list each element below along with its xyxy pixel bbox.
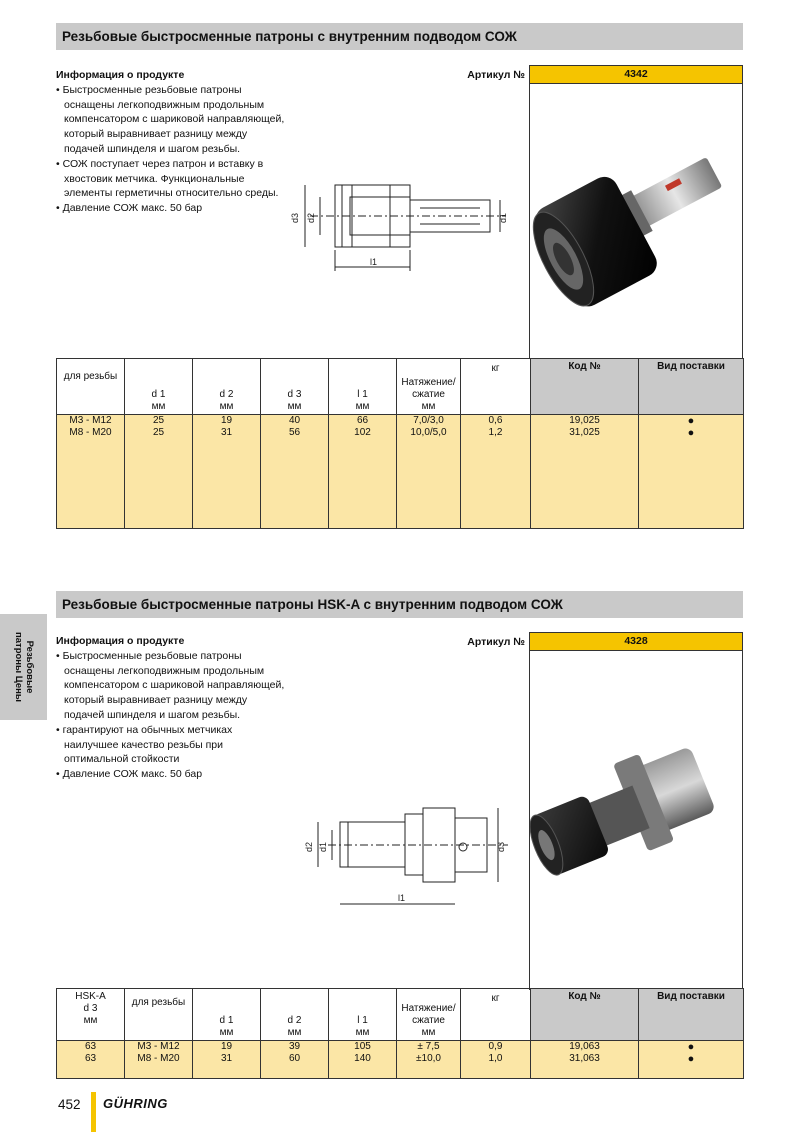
- dim-d1: d1: [498, 212, 508, 223]
- product-photo-frame: [529, 84, 743, 358]
- section-2-title: Резьбовые быстросменные патроны HSK-A с внутренним подводом СОЖ: [56, 591, 743, 618]
- cell-delivery: ● ●: [639, 1041, 744, 1079]
- info-bullet: • СОЖ поступает через патрон и вставку в хвостовик метчика. Функциональные элементы герметичны относительно среды.: [56, 157, 279, 200]
- page-number: 452: [58, 1097, 81, 1112]
- info-bullet: • Давление СОЖ макс. 50 бар: [56, 202, 203, 215]
- cell-kg: 0,6 1,2: [461, 415, 531, 453]
- product-photo-threaded-chuck: [530, 84, 742, 358]
- article-number: 4342: [529, 65, 743, 84]
- dim-d1: d1: [318, 841, 328, 852]
- col-header-thread: для резьбы: [57, 359, 125, 415]
- table-row-empty: [57, 453, 744, 491]
- cell-code: 19,025 31,025: [531, 415, 639, 453]
- col-header-l1: l 1 мм: [329, 359, 397, 415]
- cell-d2: 19 31: [193, 415, 261, 453]
- col-header-tension: Натяжение/ сжатие мм: [397, 359, 461, 415]
- col-header-d2: d 2 мм: [261, 989, 329, 1041]
- col-header-kg: кг: [461, 359, 531, 415]
- cell-delivery: ● ●: [639, 415, 744, 453]
- col-header-d1: d 1 мм: [125, 359, 193, 415]
- table-row-empty: [57, 491, 744, 529]
- col-header-delivery: Вид поставки: [639, 359, 744, 415]
- article-label: Артикул №: [467, 636, 525, 648]
- dim-l1: l1: [398, 893, 406, 903]
- article-label: Артикул №: [467, 69, 525, 81]
- cell-d1: 19 31: [193, 1041, 261, 1079]
- product-photo-hsk-chuck: [530, 651, 742, 990]
- cell-code: 19,063 31,063: [531, 1041, 639, 1079]
- cell-kg: 0,9 1,0: [461, 1041, 531, 1079]
- table-row: [57, 1041, 744, 1079]
- side-tab-label: Резьбовые патроны Цены: [12, 632, 35, 702]
- cell-hsk: 63 63: [57, 1041, 125, 1079]
- section-1-product-info: [56, 68, 286, 216]
- brand-logo: GÜHRING: [103, 1096, 168, 1111]
- col-header-thread: для резьбы: [125, 989, 193, 1041]
- col-header-code: Код №: [531, 989, 639, 1041]
- col-header-code: Код №: [531, 359, 639, 415]
- info-bullet: • гарантируют на обычных метчиках наилучшее качество резьбы при оптимальной стойкости: [56, 723, 233, 766]
- col-header-d1: d 1 мм: [193, 989, 261, 1041]
- col-header-hsk: HSK-A d 3 мм: [57, 989, 125, 1041]
- footer-accent-bar: [91, 1092, 96, 1132]
- cell-d2: 39 60: [261, 1041, 329, 1079]
- section-1-title: Резьбовые быстросменные патроны с внутренним подводом СОЖ: [56, 23, 743, 50]
- cell-tension: 7,0/3,0 10,0/5,0: [397, 415, 461, 453]
- cell-thread: M3 - M12 M8 - M20: [125, 1041, 193, 1079]
- info-bullet: • Давление СОЖ макс. 50 бар: [56, 768, 203, 781]
- col-header-l1: l 1 мм: [329, 989, 397, 1041]
- spec-table-2: [56, 988, 744, 1079]
- dim-d2: d2: [304, 841, 314, 852]
- dim-d3: d3: [496, 841, 506, 852]
- article-number: 4328: [529, 632, 743, 651]
- cell-thread: M3 - M12 M8 - M20: [57, 415, 125, 453]
- cell-tension: ± 7,5 ±10,0: [397, 1041, 461, 1079]
- section-2-product-info: [56, 634, 286, 782]
- cell-d1: 25 25: [125, 415, 193, 453]
- side-tab[interactable]: [0, 614, 47, 720]
- col-header-d3: d 3 мм: [261, 359, 329, 415]
- info-heading: Информация о продукте: [56, 69, 185, 81]
- info-bullet: • Быстросменные резьбовые патроны оснащены легкоподвижным продольным компенсатором с шариковой направляющей, который выравнивает разницу между подачей шпинделя и шагом резьбы.: [56, 649, 285, 721]
- table-row: [57, 415, 744, 453]
- col-header-tension: Натяжение/ сжатие мм: [397, 989, 461, 1041]
- info-bullet: • Быстросменные резьбовые патроны оснащены легкоподвижным продольным компенсатором с шариковой направляющей, который выравнивает разницу между подачей шпинделя и шагом резьбы.: [56, 83, 285, 155]
- technical-drawing-1: [290, 175, 520, 275]
- cell-d3: 40 56: [261, 415, 329, 453]
- dim-d3: d3: [290, 212, 300, 223]
- product-photo-frame: [529, 651, 743, 990]
- col-header-kg: кг: [461, 989, 531, 1041]
- cell-l1: 105 140: [329, 1041, 397, 1079]
- cell-l1: 66 102: [329, 415, 397, 453]
- dim-l1: l1: [370, 257, 378, 267]
- info-heading: Информация о продукте: [56, 635, 185, 647]
- dim-d2: d2: [306, 212, 316, 223]
- spec-table-1: [56, 358, 744, 529]
- technical-drawing-2: [298, 800, 518, 915]
- col-header-d2: d 2 мм: [193, 359, 261, 415]
- col-header-delivery: Вид поставки: [639, 989, 744, 1041]
